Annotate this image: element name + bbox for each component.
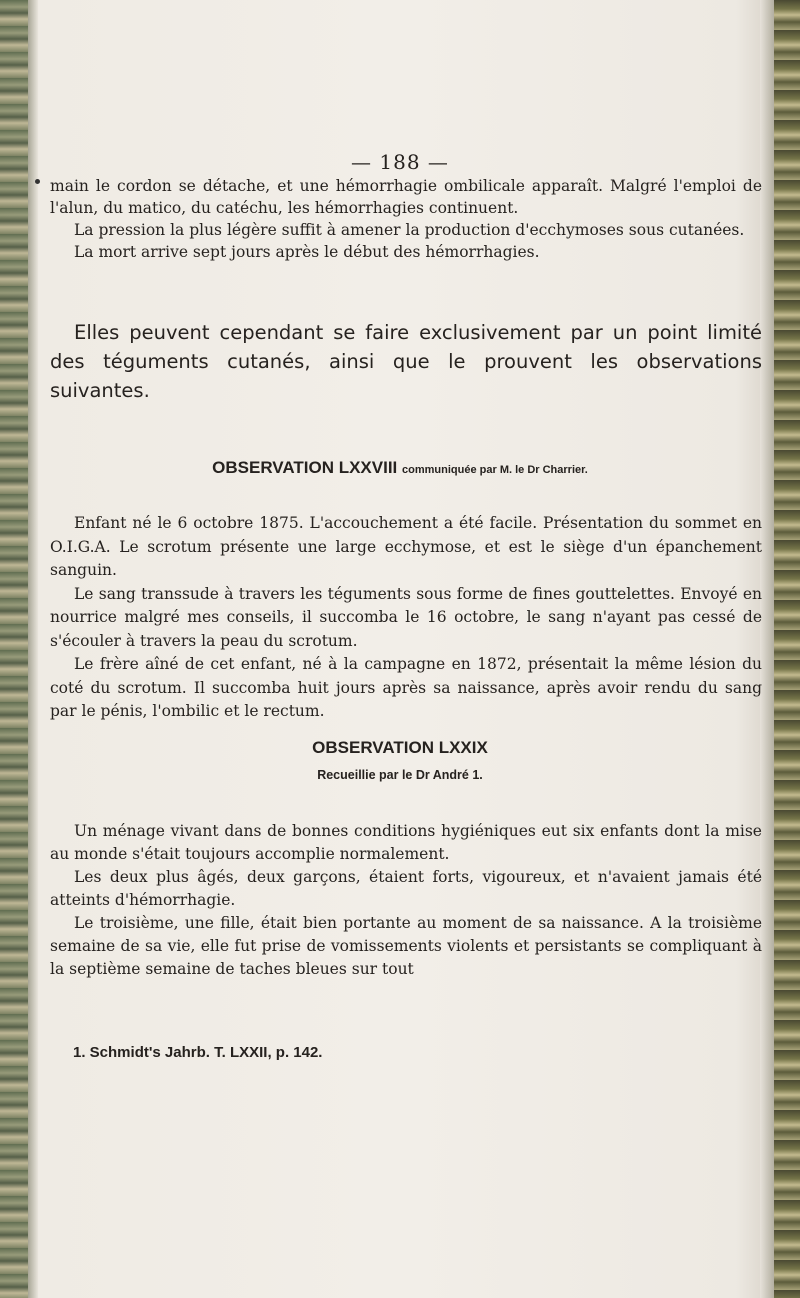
- observation-79-paragraph-3: Le troisième, une fille, était bien portante au moment de sa naissance. A la troisième semaine de sa vie, elle fut prise de vomissements violents et persistants se compliquant à la septième semaine de taches bleues sur tout: [50, 914, 762, 978]
- statement-text: [50, 318, 762, 405]
- observation-78-heading: [0, 458, 800, 478]
- page-right-shadow: [760, 0, 774, 1298]
- observation-79-body: [50, 820, 762, 981]
- observation-78-paragraph-3: Le frère aîné de cet enfant, né à la campagne en 1872, présentait la même lésion du coté du scrotum. Il succomba huit jours après sa naissance, après avoir rendu du sang par le pénis, l'ombilic et le rectum.: [50, 655, 762, 720]
- page-left-edge: [0, 0, 28, 1298]
- statement-paragraph: Elles peuvent cependant se faire exclusivement par un point limité des téguments cutanés, ainsi que le prouvent les observations suivantes.: [50, 321, 762, 402]
- margin-dot: [35, 179, 40, 184]
- observation-78-paragraph-2: Le sang transsude à travers les téguments sous forme de fines gouttelettes. Envoyé en nourrice malgré mes conseils, il succomba le 16 octobre, le sang n'ayant pas cessé de s'écouler à travers la peau du scrotum.: [50, 584, 762, 650]
- observation-78-body: [50, 512, 762, 724]
- page-number: — 188 —: [351, 150, 449, 174]
- footnote: 1. Schmidt's Jahrb. T. LXXII, p. 142.: [73, 1044, 323, 1061]
- observation-79-subtitle: Recueillie par le Dr André 1.: [317, 768, 483, 782]
- intro-text: [50, 175, 762, 263]
- intro-paragraph-3: La mort arrive sept jours après le début des hémorrhagies.: [74, 243, 540, 261]
- intro-paragraph-2: La pression la plus légère suffit à amener la production d'ecchymoses sous cutanées.: [74, 221, 745, 239]
- page-left-shadow: [28, 0, 38, 1298]
- observation-78-paragraph-1: Enfant né le 6 octobre 1875. L'accouchement a été facile. Présentation du sommet en O.I.G.A. Le scrotum présente une large ecchymose, et est le siège d'un épanchement sanguin.: [50, 514, 762, 579]
- observation-78-subtitle: communiquée par M. le Dr Charrier.: [402, 464, 588, 476]
- observation-79-paragraph-2: Les deux plus âgés, deux garçons, étaient forts, vigoureux, et n'avaient jamais été atteints d'hémorrhagie.: [50, 868, 762, 909]
- observation-79-paragraph-1: Un ménage vivant dans de bonnes conditions hygiéniques eut six enfants dont la mise au monde s'était toujours accomplie normalement.: [50, 822, 762, 863]
- intro-paragraph-1: main le cordon se détache, et une hémorrhagie ombilicale apparaît. Malgré l'emploi de l'alun, du matico, du catéchu, les hémorrhagies continuent.: [50, 177, 762, 217]
- page-right-edge: [774, 0, 800, 1298]
- observation-79-title: OBSERVATION LXXIX: [312, 738, 488, 757]
- observation-78-title: OBSERVATION LXXVIII: [212, 458, 398, 477]
